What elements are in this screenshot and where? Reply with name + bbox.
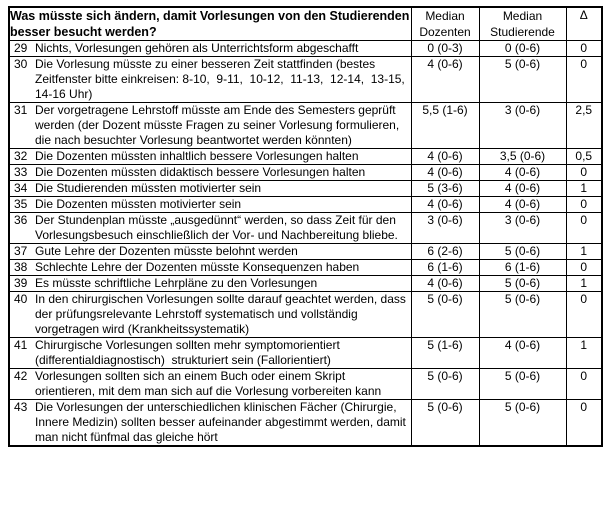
row-number: 40 xyxy=(14,292,28,306)
delta-value: 0 xyxy=(566,57,602,103)
table-row xyxy=(9,103,602,149)
row-question-text: Vorlesungen sollten sich an einem Buch oder einem Skript orientieren, mit dem man sich auf die Vorlesung vorbereiten kann xyxy=(35,369,382,398)
row-question-text: In den chirurgischen Vorlesungen sollte darauf geachtet werden, dass der prüfungsrelevante Lehrstoff systematisch und vollständig vorgetragen wird (Krankheitssystematik) xyxy=(35,292,410,336)
delta-value: 1 xyxy=(566,244,602,260)
delta-value: 2,5 xyxy=(566,103,602,149)
median-dozenten-value: 3 (0-6) xyxy=(411,213,479,244)
delta-value: 1 xyxy=(566,276,602,292)
median-studierende-value: 5 (0-6) xyxy=(479,292,566,338)
delta-value: 0 xyxy=(566,165,602,181)
row-number: 31 xyxy=(14,103,28,117)
median-studierende-value: 5 (0-6) xyxy=(479,57,566,103)
median-dozenten-value: 4 (0-6) xyxy=(411,197,479,213)
median-dozenten-value: 0 (0-3) xyxy=(411,41,479,57)
median-dozenten-value: 6 (2-6) xyxy=(411,244,479,260)
delta-column-header: Δ xyxy=(566,7,602,41)
table-row xyxy=(9,41,602,57)
table-row xyxy=(9,197,602,213)
median-studierende-value: 3 (0-6) xyxy=(479,103,566,149)
table-row xyxy=(9,244,602,260)
delta-value: 0 xyxy=(566,292,602,338)
row-number: 37 xyxy=(14,244,28,258)
row-question-text: Die Vorlesungen der unterschiedlichen klinischen Fächer (Chirurgie, Innere Medizin) sollten besser aufeinander abgestimmt werden, damit man nicht fünfmal das gleiche hört xyxy=(35,400,410,444)
row-number: 34 xyxy=(14,181,28,195)
row-number: 32 xyxy=(14,149,28,163)
table-row xyxy=(9,276,602,292)
median-studierende-value: 4 (0-6) xyxy=(479,165,566,181)
table-row xyxy=(9,369,602,400)
row-number: 43 xyxy=(14,400,28,414)
row-number: 41 xyxy=(14,338,28,352)
table-row xyxy=(9,165,602,181)
median-studierende-value: 4 (0-6) xyxy=(479,338,566,369)
median-dozenten-value: 5 (1-6) xyxy=(411,338,479,369)
median-studierende-value: 5 (0-6) xyxy=(479,276,566,292)
delta-value: 1 xyxy=(566,338,602,369)
table-row xyxy=(9,260,602,276)
row-question-text: Der Stundenplan müsste „ausgedünnt“ werden, so dass Zeit für den Vorlesungsbesuch einschließlich der Vor- und Nachbereitung bliebe. xyxy=(35,213,400,242)
median-studierende-value: 5 (0-6) xyxy=(479,244,566,260)
delta-value: 0 xyxy=(566,197,602,213)
question-column-header: Was müsste sich ändern, damit Vorlesungen von den Studierenden besser besucht werden? xyxy=(10,9,410,39)
row-question-text: Die Dozenten müssten didaktisch bessere Vorlesungen halten xyxy=(35,165,366,179)
row-number: 42 xyxy=(14,369,28,383)
row-number: 33 xyxy=(14,165,28,179)
row-question-text: Die Dozenten müssten motivierter sein xyxy=(35,197,242,211)
median-studierende-value: 3,5 (0-6) xyxy=(479,149,566,165)
row-question-text: Chirurgische Vorlesungen sollten mehr symptomorientiert (differentialdiagnostisch) strukturiert sein (Fallorientiert) xyxy=(35,338,344,367)
median-dozenten-value: 4 (0-6) xyxy=(411,149,479,165)
questionnaire-results-table xyxy=(8,6,603,447)
table-row xyxy=(9,292,602,338)
median-studierende-value: 4 (0-6) xyxy=(479,197,566,213)
table-row xyxy=(9,338,602,369)
row-question-text: Die Studierenden müssten motivierter sein xyxy=(35,181,262,195)
row-question-text: Gute Lehre der Dozenten müsste belohnt werden xyxy=(35,244,298,258)
median-dozenten-value: 5 (0-6) xyxy=(411,369,479,400)
delta-value: 0,5 xyxy=(566,149,602,165)
delta-value: 0 xyxy=(566,260,602,276)
median-studierende-value: 0 (0-6) xyxy=(479,41,566,57)
delta-value: 1 xyxy=(566,181,602,197)
table-row xyxy=(9,400,602,447)
median-studierende-column-header: Median Studierende xyxy=(479,7,566,41)
row-question-text: Es müsste schriftliche Lehrpläne zu den Vorlesungen xyxy=(35,276,318,290)
median-studierende-value: 5 (0-6) xyxy=(479,400,566,447)
median-dozenten-value: 4 (0-6) xyxy=(411,165,479,181)
delta-value: 0 xyxy=(566,400,602,447)
delta-value: 0 xyxy=(566,369,602,400)
row-question-text: Die Vorlesung müsste zu einer besseren Zeit stattfinden (bestes Zeitfenster bitte einkreisen: 8-10, 9-11, 10-12, 11-13, 12-14, 13-15, 14-16 Uhr) xyxy=(35,57,412,101)
delta-value: 0 xyxy=(566,213,602,244)
row-number: 35 xyxy=(14,197,28,211)
median-dozenten-value: 5 (3-6) xyxy=(411,181,479,197)
row-number: 38 xyxy=(14,260,28,274)
table-row xyxy=(9,57,602,103)
median-dozenten-value: 5,5 (1-6) xyxy=(411,103,479,149)
median-dozenten-value: 4 (0-6) xyxy=(411,57,479,103)
row-question-text: Nichts, Vorlesungen gehören als Unterrichtsform abgeschafft xyxy=(35,41,359,55)
table-row xyxy=(9,149,602,165)
median-dozenten-value: 6 (1-6) xyxy=(411,260,479,276)
row-number: 30 xyxy=(14,57,28,71)
table-row xyxy=(9,181,602,197)
table-row xyxy=(9,213,602,244)
header-row xyxy=(9,7,602,41)
row-number: 39 xyxy=(14,276,28,290)
median-dozenten-value: 4 (0-6) xyxy=(411,276,479,292)
delta-value: 0 xyxy=(566,41,602,57)
median-dozenten-value: 5 (0-6) xyxy=(411,400,479,447)
row-question-text: Der vorgetragene Lehrstoff müsste am Ende des Semesters geprüft werden (der Dozent müsste Fragen zu seiner Vorlesung formulieren, die nach besuchter Vorlesung beantwortet werden könnten) xyxy=(35,103,403,147)
row-question-text: Die Dozenten müssten inhaltlich bessere Vorlesungen halten xyxy=(35,149,359,163)
median-studierende-value: 3 (0-6) xyxy=(479,213,566,244)
row-number: 29 xyxy=(14,41,28,55)
median-dozenten-value: 5 (0-6) xyxy=(411,292,479,338)
median-studierende-value: 6 (1-6) xyxy=(479,260,566,276)
median-studierende-value: 5 (0-6) xyxy=(479,369,566,400)
row-question-text: Schlechte Lehre der Dozenten müsste Konsequenzen haben xyxy=(35,260,360,274)
row-number: 36 xyxy=(14,213,28,227)
median-studierende-value: 4 (0-6) xyxy=(479,181,566,197)
median-dozenten-column-header: Median Dozenten xyxy=(411,7,479,41)
